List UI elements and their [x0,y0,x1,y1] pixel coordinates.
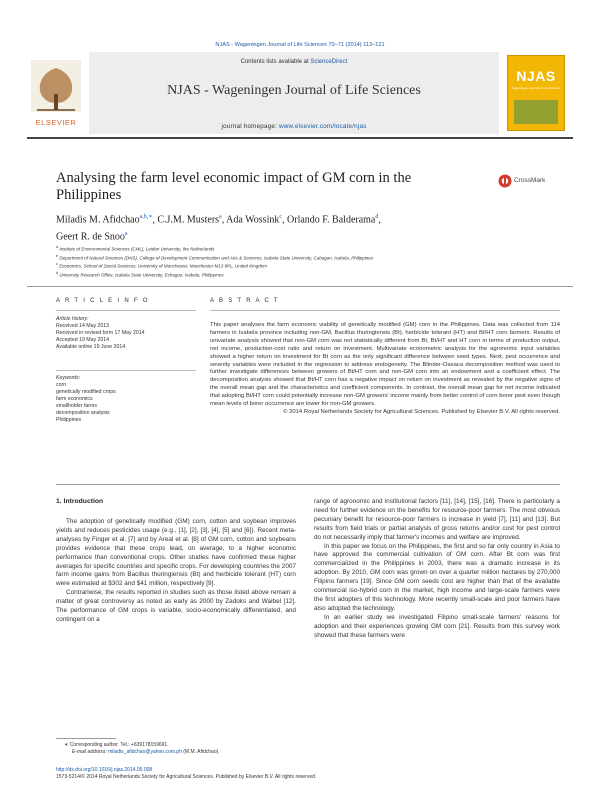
journal-masthead [27,52,573,135]
email-line [64,749,304,756]
affiliation-item: $^b$ Department of Natural Sciences (DNS), College of Development Communication and Arts & Sciences, Isabela State University, Cabagan, Isabela, Philippines [56,253,374,260]
contents-line [89,59,499,65]
keyword: decomposition analysis [56,410,110,416]
affiliations [56,244,556,278]
author-afidchao[interactable]: Miladis M. Afidchao [56,214,140,226]
elsevier-logo [27,58,85,130]
author-sup[interactable]: d [375,214,379,220]
author-sup[interactable]: a,b,∗ [139,214,153,220]
abstract-text-block [210,322,560,417]
doi-block [56,767,560,781]
affiliation-item: $^c$ Economics, School of Social Sciences, University of Manchester, Manchester M13 9PL, United Kingdom [56,262,267,269]
history-label: Article history: [56,316,89,322]
author-line-2 [56,227,556,244]
journal-header-box [89,52,499,134]
keywords-label: Keywords: [56,375,81,381]
abstract-text: This paper analyses the farm economic viability of genetically modified (GM) corn in the Philippines. Data was collected from 114 farmers in Isabela province including non-GM, Bacillus thuringiensis (Bt), herbicide tolerant (HT) and Bt/HT corn farmers. Results of univariate analysis showed that non-GM corn was not statistically different from Bt, Bt/HT and HT corn in terms of production output, net income, production-cost ratio and return on investment. Multivariate econometric analysis for the agronomic input variables showed a higher return on investment for Bt corn as the only significant difference between seed types. Next, pest occurrence and severity variables were included in the regression to address endogeneity. The Blinder-Oaxaca decomposition method was used to further investigate differences between growers of Bt/HT corn and non-GM corn into an endowment and a coefficient effect. The decomposition analysis showed that Bt/HT corn has a negative impact on return on investment as revealed by the negative signs of the overall mean gap and the characteristics and coefficient components. In contrast, the overall mean gap for net income indicated that adopting Bt/HT corn could potentially increase non-GM growers' income mainly from better control of corn borer pest even though mean levels of borer occurrence are lower for non-GM growers. [210,322,560,408]
intro-paragraph: The adoption of genetically modified (GM) corn, cotton and soybean improves yields and reduces pesticides usage (e.g., [1], [2], [3], [4], [5] and [6]). Recent meta-analyses by Finger et al. [7] and by Areal et al. [8] of GM corn, cotton and soybeans provides evidence that these crops lead, on average, to a higher economic performance than conventional crops. Other studies have confirmed these higher averages for specific countries and specific crops. For developing countries the 2007 farm income gains from Bacillus thuringiensis (Bt) and herbicide tolerant (HT) corn were estimated at $302 and $41 million, respectively [9]. [56,518,296,588]
keyword: corn [56,382,67,388]
cover-subtitle: Wageningen Journal of Life Sciences [511,86,561,90]
contents-prefix: Contents lists available at [240,59,311,65]
email-link[interactable]: miladis_afidchao@yahoo.com.ph [108,749,182,755]
author-wossink[interactable]: , Ada Wossink [221,214,280,226]
abstract-rule [210,310,560,311]
affiliation-item: $^a$ Institute of Environmental Sciences (CML), Leiden University, the Netherlands [56,245,215,252]
author-sup[interactable]: a [219,214,222,220]
intro-paragraph: In an earlier study we investigated Filipino small-scale farmers' reasons for adoption and their experiences growing GM corn [21]. Results from this survey work showed that these farmers were [314,613,560,639]
keyword: genetically modified crops [56,389,116,395]
crossmark-badge[interactable] [498,174,548,188]
article-info-rule [56,310,196,311]
email-suffix: (M.M. Afidchao). [181,749,220,755]
abstract-heading: A B S T R A C T [210,298,280,304]
author-de-snoo[interactable]: Geert R. de Snoo [56,231,125,243]
author-musters[interactable]: , C.J.M. Musters [152,214,220,226]
journal-homepage-line [89,123,499,130]
journal-name: NJAS - Wageningen Journal of Life Sciences [167,83,421,98]
keyword: smallholder farms [56,403,97,409]
journal-cover-thumbnail [507,55,565,131]
intro-right-column [314,498,560,641]
author-sup[interactable]: a [124,231,128,238]
cover-title: NJAS [516,68,556,84]
author-balderama[interactable]: , Orlando F. Balderama [282,214,376,226]
intro-paragraph: In this paper we focus on the Philippines, the first and so far only country in Asia to have approved the commercial cultivation of GM corn. After Bt corn was first commercialized in the Philippines in 2003, there was a dramatic increase in its adoption. By 2010, GM corn was grown on over a quarter million hectares by 270,000 Filipino farmers [19]. Since GM corn seeds cost are higher than that of the available commercial iso-hybrid corn in the market, high income and large-scale farmers were the first adopters of this technology. More recently small-scale and poor farmers have also adopted the technology. [314,542,560,612]
section-heading-introduction: 1. Introduction [56,498,104,505]
abstract-end-rule [56,484,560,485]
affiliation-rule [27,286,573,287]
author-line-1: Miladis M. Afidchao$^{a,b,∗}$, C.J.M. Musters$^a$, Ada Wossink$^c$, Orlando F. Balderama$^d$, [56,214,381,226]
keyword: Philippines [56,417,82,423]
doi-link[interactable]: http://dx.doi.org/10.1016/j.njas.2014.05.008 [56,767,153,773]
issn-line: 1573-5214/© 2014 Royal Netherlands Society for Agricultural Sciences. Published by Elsevier B.V. All rights reserved. [56,774,317,780]
footnotes [64,742,304,756]
keyword: farm economics [56,396,93,402]
corresponding-author-note: ∗ Corresponding author. Tel.: +639178159691. [64,742,169,748]
affiliation-item: $^d$ University Research Office, Isabela State University, Echague, Isabela, Philippines [56,270,224,277]
cover-image [514,100,558,124]
history-item: Received in revised form 17 May 2014 [56,330,145,336]
homepage-prefix: journal homepage: [221,123,279,130]
history-item: Received 14 May 2013 [56,323,110,329]
crossmark-label: CrossMark [514,177,546,184]
author-sup[interactable]: c [279,214,283,220]
author-list [56,210,556,245]
sciencedirect-link[interactable]: ScienceDirect [310,59,348,65]
history-item: Accepted 19 May 2014 [56,337,110,343]
intro-paragraph: range of agronomic and institutional factors [11], [14], [15], [16]. There is particularly a need for further evidence on the benefits for resource-poor farmers. The most obvious pecuniary benefit for resource-poor farmers is increase in yield [7], [11] and [13]. But results from field trials or partial analysis of gross returns and/or cost for pest control do not necessarily imply that farmer's incomes and welfare are improved. [314,498,560,541]
keywords-rule [56,370,196,371]
article-info-heading: A R T I C L E I N F O [56,298,150,304]
keywords [56,375,196,424]
elsevier-wordmark: ELSEVIER [35,118,77,127]
footnote-rule [56,738,116,739]
intro-left-column [56,518,296,625]
email-label: E-mail address: [72,749,109,755]
article-title: Analysing the farm level economic impact of GM corn in the Philippines [56,170,412,203]
article-history [56,316,196,351]
history-item: Available online 19 June 2014 [56,344,126,350]
crossmark-icon [498,174,512,188]
running-head[interactable]: NJAS - Wageningen Journal of Life Sciences 70–71 (2014) 113–121 [215,42,385,48]
masthead-rule [27,137,573,139]
homepage-link[interactable]: www.elsevier.com/locate/njas [279,123,367,130]
intro-paragraph: Contrariwise, the results reported in studies such as those listed above remain a matter of great controversy as noted as early as 2000 by Zadoks and Waibel [12]. The performance of GM crops is variable, socio-economically differentiated, and contingent on a [56,589,296,623]
copyright-line: © 2014 Royal Netherlands Society for Agricultural Sciences. Published by Elsevier B.V. All rights reserved. [283,408,560,415]
